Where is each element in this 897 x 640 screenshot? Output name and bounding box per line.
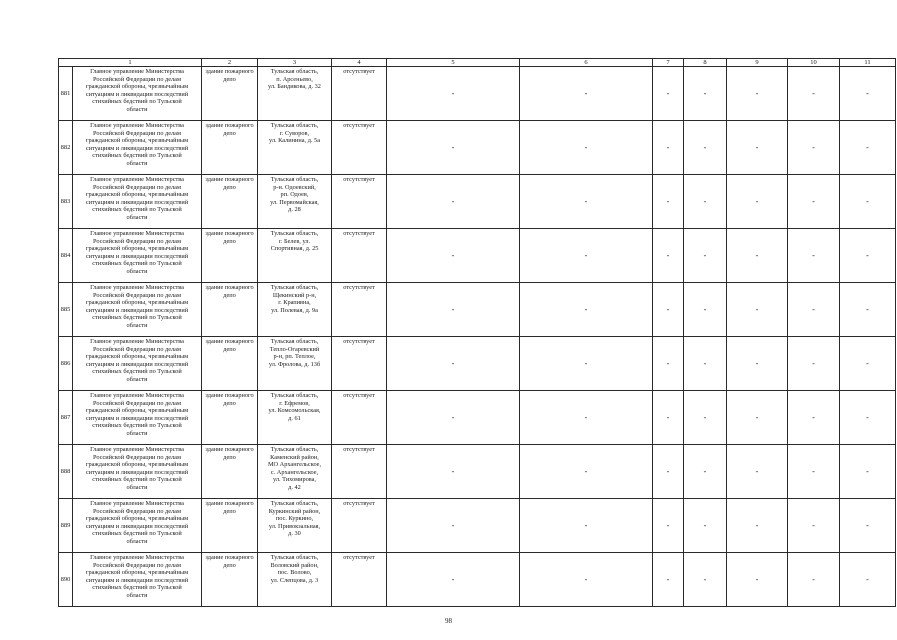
- organization-cell-text: Главное управление Министерства Российской Федерации по делам гражданской обороны, чрезвычайным ситуациям и ликвидации последствий стихийных бедствий по Тульской области: [85, 284, 189, 329]
- row-number-cell-text: 884: [60, 252, 71, 260]
- dash-cell-text: -: [755, 305, 759, 315]
- dash-cell: [788, 175, 840, 229]
- status-cell-text: отсутствует: [343, 338, 375, 345]
- dash-cell-text: -: [666, 197, 670, 207]
- dash-cell-text: -: [451, 197, 455, 207]
- object-cell: [202, 67, 258, 121]
- dash-cell: [788, 499, 840, 553]
- object-cell-text: здание пожарного депо: [205, 338, 254, 353]
- address-cell-text: Тульская область, Тепло-Огаревский р-н, рп. Теплое, ул. Фролова, д. 13б: [268, 338, 321, 368]
- organization-cell: [73, 67, 202, 121]
- dash-cell: [788, 229, 840, 283]
- dash-cell: [840, 391, 896, 445]
- dash-cell-text: -: [703, 467, 707, 477]
- header-cell: 11: [840, 59, 896, 67]
- dash-cell: [840, 337, 896, 391]
- status-cell-text: отсутствует: [343, 500, 375, 507]
- row-number-cell: [59, 67, 73, 121]
- table-row: [59, 229, 896, 283]
- status-cell: [332, 391, 387, 445]
- table-row: [59, 121, 896, 175]
- row-number-cell: [59, 391, 73, 445]
- row-number-cell-text: 883: [60, 198, 71, 206]
- address-cell: [258, 229, 332, 283]
- dash-cell: [684, 121, 727, 175]
- dash-cell-text: -: [866, 413, 869, 423]
- object-cell: [202, 553, 258, 607]
- status-cell-text: отсутствует: [343, 284, 375, 291]
- dash-cell: [653, 391, 684, 445]
- organization-cell: [73, 553, 202, 607]
- dash-cell: [520, 337, 653, 391]
- dash-cell-text: -: [584, 197, 588, 207]
- dash-cell: [520, 283, 653, 337]
- header-cell: 10: [788, 59, 840, 67]
- status-cell: [332, 499, 387, 553]
- header-cell: 7: [653, 59, 684, 67]
- dash-cell-text: -: [584, 467, 588, 477]
- object-cell: [202, 121, 258, 175]
- dash-cell: [387, 175, 520, 229]
- organization-cell-text: Главное управление Министерства Российской Федерации по делам гражданской обороны, чрезвычайным ситуациям и ликвидации последствий стихийных бедствий по Тульской области: [85, 554, 189, 599]
- dash-cell-text: -: [866, 89, 869, 99]
- address-cell: [258, 337, 332, 391]
- dash-cell-text: -: [812, 359, 815, 369]
- status-cell-text: отсутствует: [343, 230, 375, 237]
- dash-cell: [653, 553, 684, 607]
- dash-cell-text: -: [755, 89, 759, 99]
- dash-cell: [653, 229, 684, 283]
- dash-cell-text: -: [451, 251, 455, 261]
- row-number-cell-text: 887: [60, 414, 71, 422]
- dash-cell: [840, 175, 896, 229]
- dash-cell-text: -: [755, 467, 759, 477]
- dash-cell-text: -: [451, 467, 455, 477]
- address-cell-text: Тульская область, г. Белев, ул. Спортивная, д. 25: [270, 230, 319, 253]
- row-number-cell: [59, 553, 73, 607]
- row-number-cell-text: 885: [60, 306, 71, 314]
- dash-cell-text: -: [755, 521, 759, 531]
- dash-cell: [653, 283, 684, 337]
- status-cell-text: отсутствует: [343, 68, 375, 75]
- object-cell-text: здание пожарного депо: [205, 500, 254, 515]
- address-cell: [258, 283, 332, 337]
- dash-cell: [788, 445, 840, 499]
- object-cell-text: здание пожарного депо: [205, 284, 254, 299]
- organization-cell-text: Главное управление Министерства Российской Федерации по делам гражданской обороны, чрезвычайным ситуациям и ликвидации последствий стихийных бедствий по Тульской области: [85, 176, 189, 221]
- row-number-cell-text: 882: [60, 144, 71, 152]
- dash-cell: [387, 553, 520, 607]
- status-cell: [332, 337, 387, 391]
- dash-cell: [653, 175, 684, 229]
- dash-cell: [684, 391, 727, 445]
- dash-cell: [653, 445, 684, 499]
- dash-cell-text: -: [584, 89, 588, 99]
- dash-cell: [788, 337, 840, 391]
- organization-cell-text: Главное управление Министерства Российской Федерации по делам гражданской обороны, чрезвычайным ситуациям и ликвидации последствий стихийных бедствий по Тульской области: [85, 338, 189, 383]
- dash-cell-text: -: [584, 143, 588, 153]
- dash-cell-text: -: [866, 197, 869, 207]
- dash-cell-text: -: [584, 521, 588, 531]
- header-cell: 2: [202, 59, 258, 67]
- dash-cell-text: -: [666, 521, 670, 531]
- organization-cell: [73, 283, 202, 337]
- dash-cell: [684, 499, 727, 553]
- row-number-cell-text: 886: [60, 360, 71, 368]
- dash-cell-text: -: [866, 575, 869, 585]
- organization-cell-text: Главное управление Министерства Российской Федерации по делам гражданской обороны, чрезвычайным ситуациям и ликвидации последствий стихийных бедствий по Тульской области: [85, 446, 189, 491]
- dash-cell-text: -: [812, 467, 815, 477]
- dash-cell: [387, 445, 520, 499]
- row-number-cell: [59, 121, 73, 175]
- dash-cell: [788, 553, 840, 607]
- dash-cell: [840, 553, 896, 607]
- row-number-cell: [59, 283, 73, 337]
- dash-cell: [788, 121, 840, 175]
- dash-cell: [520, 67, 653, 121]
- object-cell-text: здание пожарного депо: [205, 446, 254, 461]
- dash-cell: [520, 229, 653, 283]
- dash-cell-text: -: [451, 89, 455, 99]
- dash-cell-text: -: [451, 359, 455, 369]
- table-row: [59, 283, 896, 337]
- header-cell: 9: [727, 59, 788, 67]
- object-cell-text: здание пожарного депо: [205, 230, 254, 245]
- dash-cell: [684, 337, 727, 391]
- object-cell: [202, 175, 258, 229]
- header-row: [59, 59, 896, 67]
- dash-cell-text: -: [703, 575, 707, 585]
- dash-cell: [727, 391, 788, 445]
- dash-cell-text: -: [703, 413, 707, 423]
- object-cell-text: здание пожарного депо: [205, 392, 254, 407]
- dash-cell-text: -: [755, 251, 759, 261]
- dash-cell: [653, 67, 684, 121]
- dash-cell-text: -: [812, 413, 815, 423]
- dash-cell-text: -: [812, 521, 815, 531]
- dash-cell-text: -: [755, 575, 759, 585]
- object-cell: [202, 445, 258, 499]
- dash-cell-text: -: [866, 143, 869, 153]
- organization-cell-text: Главное управление Министерства Российской Федерации по делам гражданской обороны, чрезвычайным ситуациям и ликвидации последствий стихийных бедствий по Тульской области: [85, 230, 189, 275]
- dash-cell-text: -: [755, 143, 759, 153]
- dash-cell: [684, 283, 727, 337]
- table-row: [59, 175, 896, 229]
- object-cell: [202, 499, 258, 553]
- dash-cell-text: -: [666, 89, 670, 99]
- row-number-cell-text: 881: [60, 90, 71, 98]
- dash-cell-text: -: [703, 359, 707, 369]
- dash-cell: [840, 67, 896, 121]
- address-cell-text: Тульская область, г. Ефремов, ул. Комсомольская, д. 61: [268, 392, 321, 422]
- dash-cell-text: -: [666, 251, 670, 261]
- dash-cell: [520, 121, 653, 175]
- dash-cell: [387, 67, 520, 121]
- dash-cell-text: -: [866, 521, 869, 531]
- status-cell-text: отсутствует: [343, 554, 375, 561]
- dash-cell-text: -: [666, 143, 670, 153]
- dash-cell: [840, 445, 896, 499]
- organization-cell-text: Главное управление Министерства Российской Федерации по делам гражданской обороны, чрезвычайным ситуациям и ликвидации последствий стихийных бедствий по Тульской области: [85, 500, 189, 545]
- dash-cell-text: -: [755, 413, 759, 423]
- status-cell-text: отсутствует: [343, 122, 375, 129]
- object-cell: [202, 337, 258, 391]
- dash-cell: [387, 283, 520, 337]
- dash-cell-text: -: [812, 251, 815, 261]
- dash-cell: [387, 391, 520, 445]
- dash-cell-text: -: [812, 197, 815, 207]
- dash-cell-text: -: [584, 359, 588, 369]
- dash-cell-text: -: [584, 575, 588, 585]
- dash-cell: [653, 337, 684, 391]
- dash-cell: [727, 67, 788, 121]
- dash-cell: [727, 283, 788, 337]
- status-cell: [332, 445, 387, 499]
- dash-cell-text: -: [812, 575, 815, 585]
- address-cell: [258, 445, 332, 499]
- header-cell: 6: [520, 59, 653, 67]
- dash-cell: [653, 121, 684, 175]
- dash-cell: [727, 175, 788, 229]
- dash-cell: [387, 337, 520, 391]
- address-cell: [258, 553, 332, 607]
- dash-cell-text: -: [584, 251, 588, 261]
- address-cell-text: Тульская область, Воловский район, пос. Волово, ул. Слепцова, д. 3: [270, 554, 319, 584]
- dash-cell: [520, 499, 653, 553]
- address-cell: [258, 175, 332, 229]
- header-cell: 1: [59, 59, 202, 67]
- status-cell: [332, 229, 387, 283]
- dash-cell: [684, 445, 727, 499]
- address-cell: [258, 121, 332, 175]
- address-cell: [258, 499, 332, 553]
- status-cell: [332, 121, 387, 175]
- row-number-cell: [59, 175, 73, 229]
- organization-cell: [73, 337, 202, 391]
- dash-cell: [520, 391, 653, 445]
- table-row: [59, 499, 896, 553]
- dash-cell-text: -: [703, 251, 707, 261]
- dash-cell-text: -: [703, 197, 707, 207]
- organization-cell: [73, 229, 202, 283]
- dash-cell: [727, 499, 788, 553]
- dash-cell: [727, 121, 788, 175]
- address-cell: [258, 67, 332, 121]
- header-cell: 3: [258, 59, 332, 67]
- status-cell: [332, 67, 387, 121]
- dash-cell-text: -: [812, 143, 815, 153]
- dash-cell: [788, 283, 840, 337]
- dash-cell-text: -: [584, 413, 588, 423]
- dash-cell: [788, 67, 840, 121]
- dash-cell: [520, 445, 653, 499]
- dash-cell-text: -: [451, 143, 455, 153]
- dash-cell: [727, 445, 788, 499]
- row-number-cell: [59, 337, 73, 391]
- dash-cell: [684, 67, 727, 121]
- dash-cell: [520, 553, 653, 607]
- object-cell: [202, 391, 258, 445]
- table-row: [59, 553, 896, 607]
- status-cell: [332, 553, 387, 607]
- organization-cell-text: Главное управление Министерства Российской Федерации по делам гражданской обороны, чрезвычайным ситуациям и ликвидации последствий стихийных бедствий по Тульской области: [85, 392, 189, 437]
- dash-cell-text: -: [451, 413, 455, 423]
- organization-cell: [73, 175, 202, 229]
- organization-cell-text: Главное управление Министерства Российской Федерации по делам гражданской обороны, чрезвычайным ситуациям и ликвидации последствий стихийных бедствий по Тульской области: [85, 68, 189, 113]
- dash-cell-text: -: [703, 89, 707, 99]
- table-row: [59, 67, 896, 121]
- dash-cell-text: -: [812, 305, 815, 315]
- dash-cell: [653, 499, 684, 553]
- dash-cell-text: -: [812, 89, 815, 99]
- status-cell: [332, 175, 387, 229]
- row-number-cell: [59, 445, 73, 499]
- dash-cell-text: -: [755, 197, 759, 207]
- dash-cell-text: -: [451, 521, 455, 531]
- dash-cell-text: -: [866, 359, 869, 369]
- object-cell: [202, 229, 258, 283]
- dash-cell-text: -: [703, 521, 707, 531]
- dash-cell: [840, 283, 896, 337]
- registry-table: [58, 58, 896, 607]
- organization-cell-text: Главное управление Министерства Российской Федерации по делам гражданской обороны, чрезвычайным ситуациям и ликвидации последствий стихийных бедствий по Тульской области: [85, 122, 189, 167]
- row-number-cell-text: 890: [60, 576, 71, 584]
- dash-cell: [520, 175, 653, 229]
- organization-cell: [73, 391, 202, 445]
- table-row: [59, 445, 896, 499]
- dash-cell: [727, 229, 788, 283]
- page-number: 98: [445, 617, 452, 625]
- address-cell-text: Тульская область, п. Арсеньево, ул. Бандикова, д. 32: [268, 68, 321, 91]
- dash-cell-text: -: [866, 305, 869, 315]
- object-cell-text: здание пожарного депо: [205, 122, 254, 137]
- address-cell-text: Тульская область, Каменский район, МО Архангельское, с. Архангельское, ул. Тихомирова, д. 42: [267, 446, 322, 491]
- dash-cell-text: -: [703, 143, 707, 153]
- organization-cell: [73, 499, 202, 553]
- dash-cell: [840, 229, 896, 283]
- dash-cell: [788, 391, 840, 445]
- dash-cell-text: -: [703, 305, 707, 315]
- dash-cell: [840, 121, 896, 175]
- dash-cell: [684, 553, 727, 607]
- header-cell: 5: [387, 59, 520, 67]
- status-cell-text: отсутствует: [343, 446, 375, 453]
- dash-cell: [387, 121, 520, 175]
- row-number-cell: [59, 229, 73, 283]
- row-number-cell: [59, 499, 73, 553]
- object-cell-text: здание пожарного депо: [205, 554, 254, 569]
- dash-cell-text: -: [666, 467, 670, 477]
- address-cell-text: Тульская область, г. Суворов, ул. Калинина, д. 5а: [269, 122, 320, 145]
- table-row: [59, 391, 896, 445]
- dash-cell-text: -: [666, 413, 670, 423]
- dash-cell-text: -: [666, 359, 670, 369]
- address-cell-text: Тульская область, Щекинский р-н, г. Крапивна, ул. Полевая, д. 9а: [270, 284, 319, 314]
- object-cell-text: здание пожарного депо: [205, 68, 254, 83]
- address-cell-text: Тульская область, Куркинский район, пос. Куркино, ул. Привокзальная, д. 30: [268, 500, 321, 538]
- dash-cell: [684, 175, 727, 229]
- object-cell-text: здание пожарного депо: [205, 176, 254, 191]
- header-cell: 4: [332, 59, 387, 67]
- dash-cell-text: -: [866, 251, 869, 261]
- dash-cell-text: -: [866, 467, 869, 477]
- dash-cell: [727, 553, 788, 607]
- row-number-cell-text: 888: [60, 468, 71, 476]
- organization-cell: [73, 445, 202, 499]
- dash-cell-text: -: [584, 305, 588, 315]
- dash-cell: [727, 337, 788, 391]
- table-row: [59, 337, 896, 391]
- status-cell-text: отсутствует: [343, 176, 375, 183]
- status-cell: [332, 283, 387, 337]
- address-cell-text: Тульская область, р-н. Одоевский, рп. Одоев, ул. Первомайская, д. 28: [270, 176, 319, 214]
- dash-cell-text: -: [451, 575, 455, 585]
- row-number-cell-text: 889: [60, 522, 71, 530]
- status-cell-text: отсутствует: [343, 392, 375, 399]
- dash-cell: [840, 499, 896, 553]
- dash-cell-text: -: [755, 359, 759, 369]
- dash-cell: [684, 229, 727, 283]
- dash-cell-text: -: [451, 305, 455, 315]
- address-cell: [258, 391, 332, 445]
- dash-cell: [387, 229, 520, 283]
- object-cell: [202, 283, 258, 337]
- dash-cell-text: -: [666, 575, 670, 585]
- header-cell: 8: [684, 59, 727, 67]
- dash-cell-text: -: [666, 305, 670, 315]
- dash-cell: [387, 499, 520, 553]
- organization-cell: [73, 121, 202, 175]
